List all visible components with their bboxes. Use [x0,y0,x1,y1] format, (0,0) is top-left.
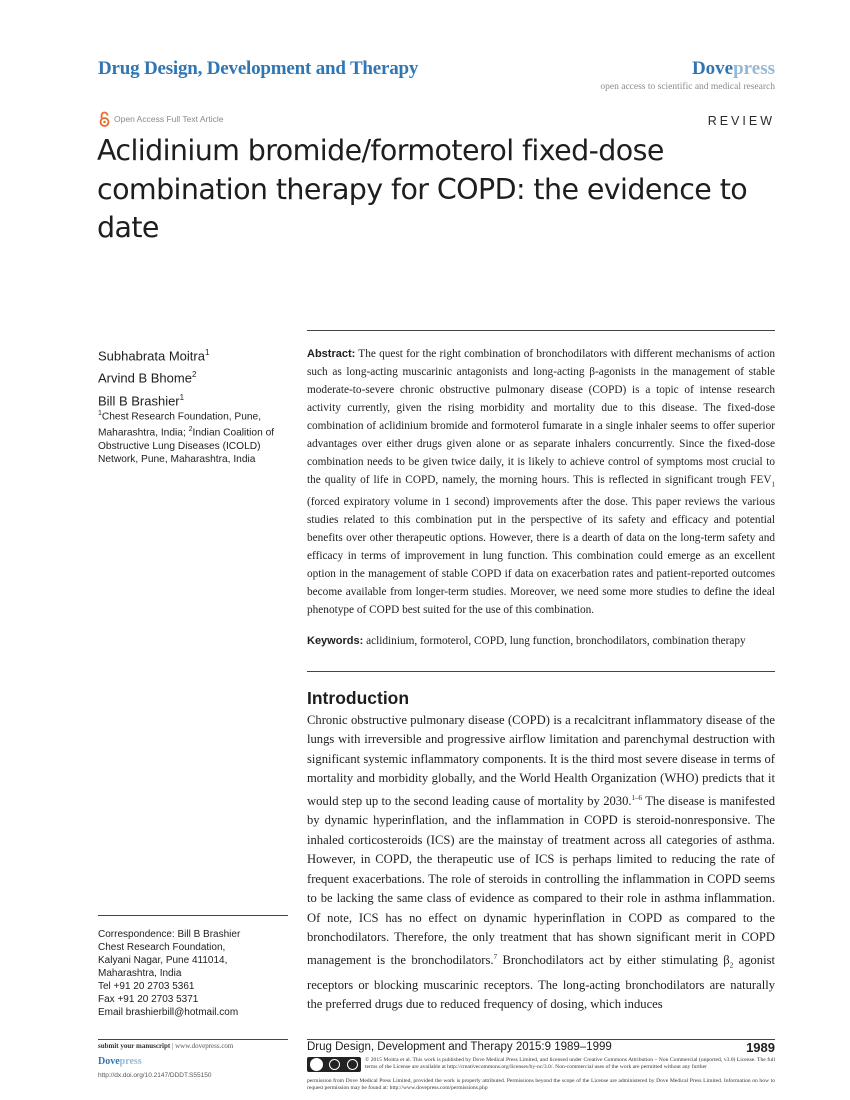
open-access-icon [98,111,111,127]
journal-title: Drug Design, Development and Therapy [98,58,419,79]
correspondence-line: Kalyani Nagar, Pune 411014, [98,955,228,966]
abstract-label: Abstract: [307,348,356,360]
journal-citation: Drug Design, Development and Therapy 2015:9 1989–1999 [307,1041,612,1053]
brand-dove: Dove [691,58,734,79]
doi-link[interactable]: http://dx.doi.org/10.2147/DDDT.S55150 [98,1072,212,1079]
publisher-logo[interactable] [692,58,775,80]
abstract: Abstract: The quest for the right combination of bronchodilators with different mechanisms of action such as long-acting muscarinic antagonists and long-acting β-agonists in the management of stable moderate-to-severe chronic obstructive pulmonary disease (COPD) is a topic of intense research activity currently, given the rising morbidity and mortality due to this disease. The fixed-dose combination of aclidinium bromide and formoterol fumarate in a single inhaler seems to offer superior advantages over either drugs given alone or as separate inhalers concurrently. Since the fixed-dose combination needs to be given twice daily, it is likely to achieve control of symptoms most crucial to the quality of life in COPD, namely, the morning hours. This is reflected in significant trough $FEV_1$ (forced expiratory volume in 1 second) improvements after the dose. This paper reviews the various studies related to this combination put in the perspective of its safety and efficacy and potential benefits over other therapeutic options. However, there is a dearth of data on the long-term safety and efficacy in terms of improvement in lung function. This combination could emerge as an excellent option in the management of stable COPD if data on exacerbation rates and patient-reported outcomes become available from longer-term studies. Moreover, we need some more studies to define the ideal phenotype of COPD best suited for the use of this combination. [307,348,775,617]
author: Arvind B Bhome$^2$ [98,370,197,386]
footer-publisher-logo[interactable]: Dovepress [98,1056,142,1067]
article-title: Aclidinium bromide/formoterol fixed-dose combination therapy for COPD: the evidence to date [97,134,748,244]
correspondence-block [98,928,298,1019]
license-text-continued: permission from Dove Medical Press Limited, provided the work is properly attributed. Permissions beyond the scope of the License are administered by Dove Medical Press Limited. Information on how to request permission may be found at: http://www.dovepress.com/permissions.php [307,1078,775,1092]
citation-ref[interactable]: 1–6 [631,793,643,802]
publisher-tagline: open access to scientific and medical research [600,82,775,92]
citation-ref[interactable]: 7 [493,952,498,961]
author: Bill B Brashier$^1$ [98,392,185,408]
footer-divider-right [307,1039,775,1040]
correspondence-line: Correspondence: Bill B Brashier [98,929,241,940]
article-type: REVIEW [707,114,775,128]
creative-commons-icon[interactable] [307,1057,361,1072]
correspondence-email[interactable]: Email brashierbill@hotmail.com [98,1007,239,1018]
open-access-label: Open Access Full Text Article [114,114,224,124]
page-number: 1989 [746,1040,775,1055]
brand-press: press [733,58,775,79]
correspondence-line: Fax +91 20 2703 5371 [98,994,199,1005]
correspondence-divider [98,915,288,916]
correspondence-line: Tel +91 20 2703 5361 [98,981,195,992]
introduction-text: Chronic obstructive pulmonary disease (COPD) is a recalcitrant inflammatory disease of the lungs with irreversible and progressive airflow limitation and parenchymal destruction with significant systemic inflammatory components. It is the third most severe disease in terms of mortality and morbidity globally, and the World Health Organization (WHO) predicts that it would step up to the second leading cause of mortality by 2030.$^{1-6}$ The disease is manifested by dynamic hyperinflation, and the inflammation in COPD is steroid-nonresponsive. The inhaled corticosteroids (ICS) are the mainstay of treatment across all categories of asthma. However, in COPD, the therapeutic use of ICS is perhaps limited to reducing the rate of frequent exacerbations. The role of steroids in controlling the inflammation in COPD seems to be lacking the same class of evidence as compared to their role in asthma inflammation. Of note, ICS has no effect on dynamic hyperinflation in COPD as compared to the bronchodilators. Therefore, the only treatment that has shown significant merit in COPD management is the bronchodilators.$^7$ Bronchodilators act by either stimulating $\beta_2$ agonist receptors or blocking muscarinic receptors. The long-acting bronchodilators are naturally the preferred drugs due to reduced frequency of dosing, which induces [307,713,775,1012]
affiliations: $^1$Chest Research Foundation, Pune, Maharashtra, India; $^2$Indian Coalition of Obstructive Lung Diseases (ICOLD) Network, Pune, Maharashtra, India [98,410,275,465]
section-heading: Introduction [307,688,410,708]
license-text: © 2015 Moitra et al. This work is published by Dove Medical Press Limited, and licensed under Creative Commons Attribution – Non Commercial (unported, v3.0) License. The full terms of the License are available at http://creativecommons.org/licenses/by-nc/3.0/. Non-commercial uses of the work are permitted without any further [365,1057,775,1071]
footer-divider-left [98,1039,288,1040]
author: Subhabrata Moitra$^1$ [98,348,210,364]
author-list [98,343,209,410]
correspondence-line: Chest Research Foundation, [98,942,226,953]
abstract-divider [307,330,775,331]
introduction-divider [307,671,775,672]
keywords: Keywords: aclidinium, formoterol, COPD, lung function, bronchodilators, combination therapy [307,635,746,647]
correspondence-line: Maharashtra, India [98,968,182,979]
keywords-label: Keywords: [307,635,364,647]
submit-manuscript-link[interactable]: submit your manuscript | www.dovepress.com [98,1042,234,1050]
